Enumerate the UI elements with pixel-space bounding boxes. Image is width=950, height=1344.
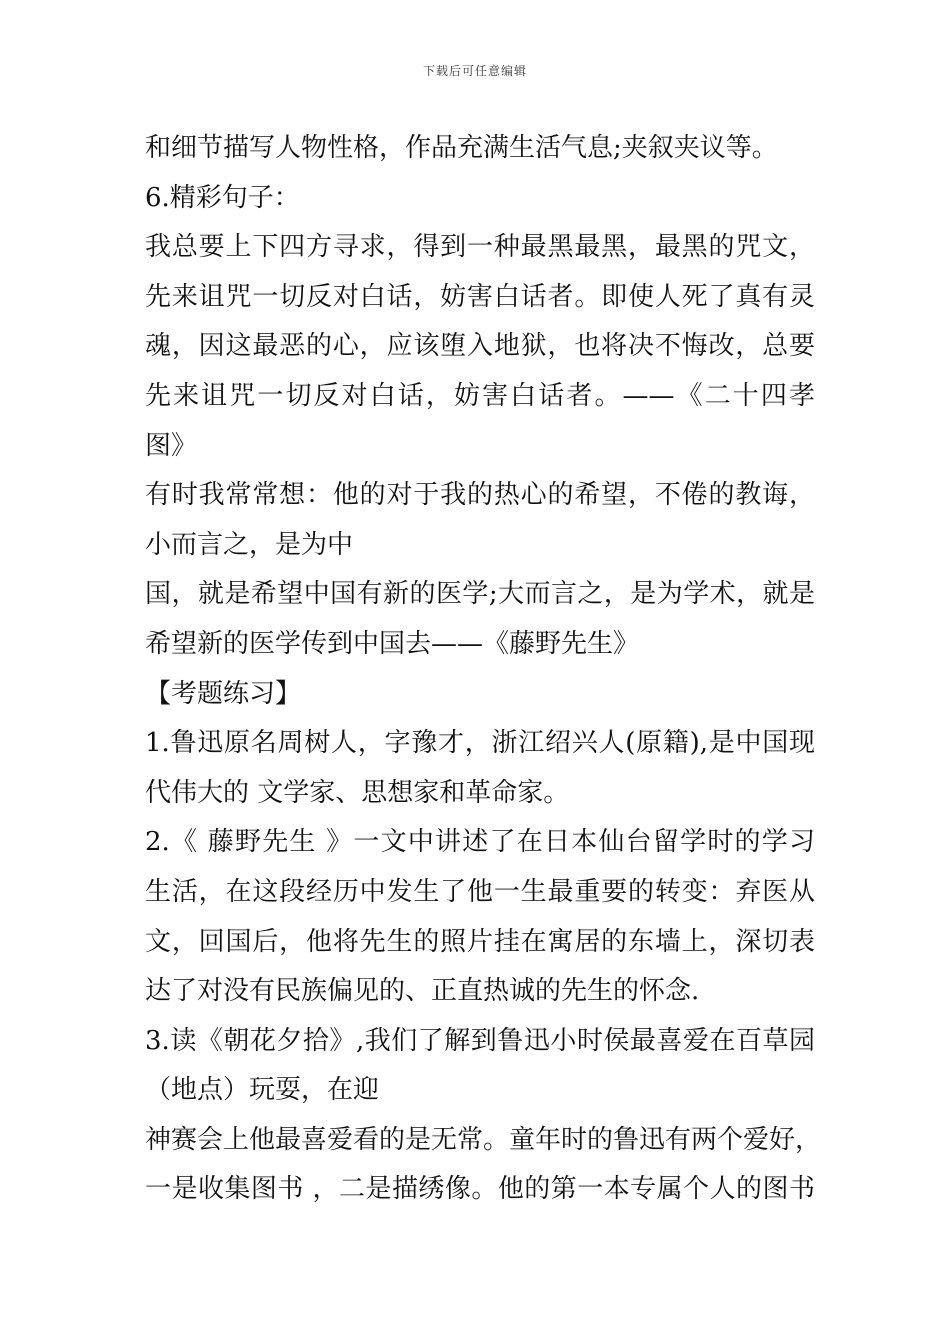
document-body	[145, 124, 822, 1215]
page-header-note: 下载后可任意编辑	[422, 64, 527, 78]
text-line: 文，回国后，他将先生的照片挂在寓居的东墙上，深切表	[145, 926, 815, 957]
text-line: 一是收集图书 ，二是描绣像。他的第一本专属个人的图书	[145, 1174, 815, 1205]
text-line: 先来诅咒一切反对白话，妨害白话者。——《二十四孝	[145, 380, 815, 411]
text-line: 3.读《朝花夕拾》,我们了解到鲁迅小时侯最喜爱在百草园	[145, 1025, 815, 1056]
text-line: 我总要上下四方寻求，得到一种最黑最黑，最黑的咒文，	[145, 232, 815, 263]
text-line: （地点）玩耍，在迎	[145, 1075, 380, 1106]
text-line: 小而言之，是为中	[145, 529, 354, 560]
text-line: 魂，因这最恶的心，应该堕入地狱，也将决不悔改，总要	[145, 331, 815, 362]
text-line: 图》	[145, 430, 198, 461]
text-line: 先来诅咒一切反对白话，妨害白话者。即使人死了真有灵	[145, 281, 815, 312]
text-line: 神赛会上他最喜爱看的是无常。童年时的鲁迅有两个爱好，	[145, 1124, 822, 1155]
section-heading: 【考题练习】	[145, 678, 302, 709]
text-line: 达了对没有民族偏见的、正直热诚的先生的怀念.	[145, 976, 700, 1007]
text-line: 和细节描写人物性格，作品充满生活气息;夹叙夹议等。	[145, 133, 778, 163]
text-line: 希望新的医学传到中国去——《藤野先生》	[145, 628, 640, 659]
text-line: 国，就是希望中国有新的医学;大而言之，是为学术，就是	[145, 579, 815, 610]
text-line: 有时我常常想：他的对于我的热心的希望，不倦的教诲，	[145, 480, 815, 511]
text-line: 1.鲁迅原名周树人，字豫才，浙江绍兴人(原籍),是中国现	[145, 728, 815, 759]
text-line: 生活，在这段经历中发生了他一生最重要的转变：弃医从	[145, 876, 815, 907]
text-line: 2.《 藤野先生 》一文中讲述了在日本仙台留学时的学习	[145, 827, 815, 858]
text-line: 6.精彩句子：	[145, 182, 300, 213]
text-line: 代伟大的 文学家、思想家和革命家。	[145, 777, 570, 808]
